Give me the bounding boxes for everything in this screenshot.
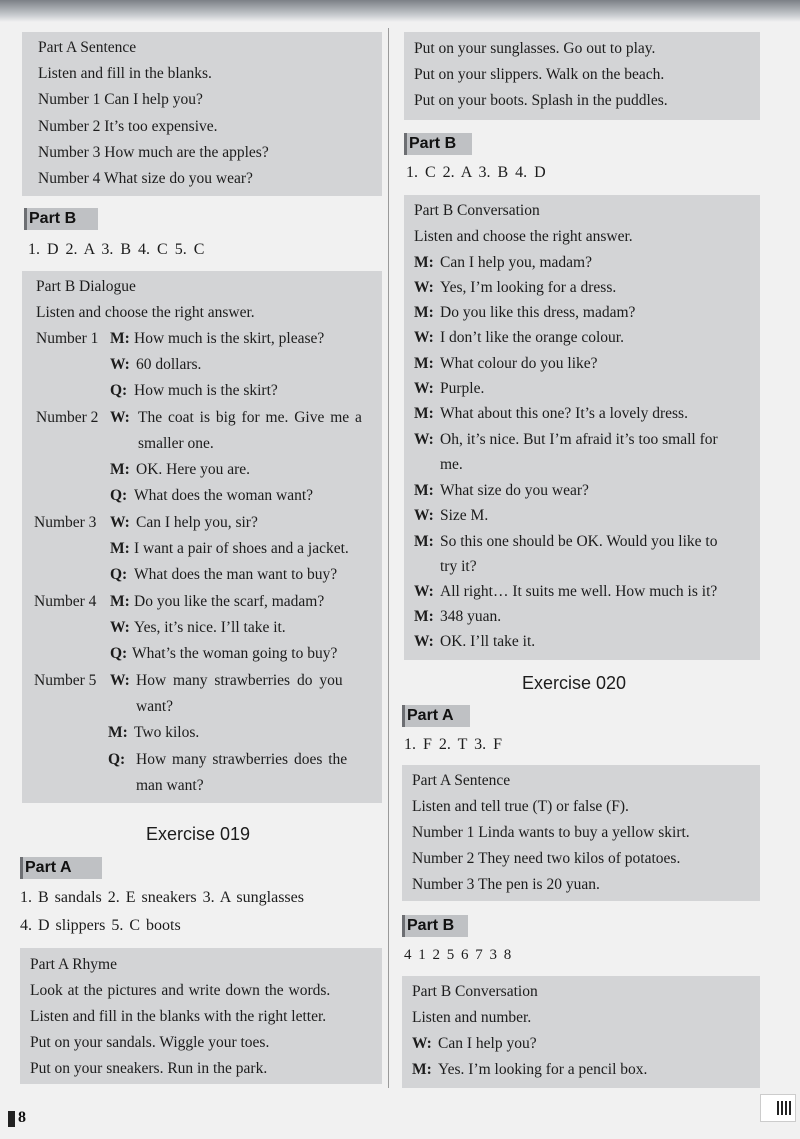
conversation-line: What colour do you like? — [440, 355, 598, 372]
part-a-rhyme-box — [20, 948, 382, 1084]
dialogue-line: Two kilos. — [134, 724, 200, 741]
exercise-020-part-b-label: Part B — [402, 915, 468, 937]
rhyme-continued-box — [404, 32, 760, 120]
conversation-line: 348 yuan. — [440, 608, 502, 625]
part-b-label: Part B — [24, 208, 98, 230]
speaker-label: W: — [110, 672, 130, 689]
dialogue-line: What does the man want to buy? — [134, 566, 338, 583]
speaker-label: M: — [414, 482, 434, 499]
dialogue-line: What’s the woman going to buy? — [132, 645, 338, 662]
conversation-line: Oh, it’s nice. But I’m afraid it’s too small for — [440, 431, 718, 448]
dialogue-line: smaller one. — [138, 435, 214, 452]
speaker-label: W: — [110, 409, 130, 426]
conversation-line: So this one should be OK. Would you like to — [440, 533, 718, 550]
speaker-label: Q: — [110, 382, 128, 399]
conversation-title: Part B Conversation — [412, 983, 538, 1000]
box-line: Number 4 What size do you wear? — [38, 170, 253, 187]
conversation-line: Yes. I’m looking for a pencil box. — [438, 1061, 648, 1078]
conversation-line: Size M. — [440, 507, 489, 524]
sentence-line: Listen and tell true (T) or false (F). — [412, 798, 629, 815]
dialogue-line: What does the woman want? — [134, 487, 314, 504]
dialogue-line: I want a pair of shoes and a jacket. — [134, 540, 349, 557]
speaker-label: W: — [414, 329, 434, 346]
conversation-line: me. — [440, 456, 463, 473]
speaker-label: M: — [110, 330, 130, 347]
dialogue-title: Part B Dialogue — [36, 278, 136, 295]
sentence-title: Part A Sentence — [412, 772, 511, 789]
speaker-label: W: — [414, 633, 434, 650]
speaker-label: W: — [414, 380, 434, 397]
part-b-answers: 1. C 2. A 3. B 4. D — [406, 164, 546, 181]
dialogue-line: The coat is big for me. Give me a — [138, 409, 362, 426]
conversation-line: OK. I’ll take it. — [440, 633, 536, 650]
rhyme-line: Look at the pictures and write down the words. — [30, 982, 331, 999]
box-line: Number 1 Can I help you? — [38, 91, 203, 108]
part-b-conversation-box-020 — [402, 976, 760, 1088]
speaker-label: Q: — [110, 645, 128, 662]
speaker-label: M: — [414, 355, 434, 372]
speaker-label: W: — [414, 431, 434, 448]
speaker-label: M: — [110, 461, 130, 478]
conversation-title: Part B Conversation — [414, 202, 540, 219]
sentence-line: Number 3 The pen is 20 yuan. — [412, 876, 600, 893]
conversation-instruction: Listen and choose the right answer. — [414, 228, 633, 245]
box-line: Number 2 It’s too expensive. — [38, 118, 218, 135]
part-a-sentence-box — [22, 32, 382, 196]
speaker-label: W: — [110, 356, 130, 373]
part-b-conversation-box — [404, 195, 760, 660]
speaker-label: M: — [108, 724, 128, 741]
conversation-instruction: Listen and number. — [412, 1009, 532, 1026]
conversation-line: What size do you wear? — [440, 482, 589, 499]
exercise-020-part-a-answers: 1. F 2. T 3. F — [404, 736, 502, 753]
number-label: Number 3 — [34, 514, 97, 531]
exercise-020-title: Exercise 020 — [522, 673, 627, 693]
column-divider — [388, 28, 389, 1088]
speaker-label: M: — [414, 405, 434, 422]
conversation-line: Do you like this dress, madam? — [440, 304, 636, 321]
dialogue-line: How many strawberries does the — [136, 751, 348, 768]
number-label: Number 4 — [34, 593, 97, 610]
speaker-label: M: — [412, 1061, 432, 1078]
number-label: Number 2 — [36, 409, 99, 426]
speaker-label: Q: — [110, 487, 128, 504]
rhyme-line: Put on your boots. Splash in the puddles. — [414, 92, 668, 109]
dialogue-line: Can I help you, sir? — [136, 514, 258, 531]
part-b-dialogue-box — [22, 271, 382, 803]
dialogue-line: Do you like the scarf, madam? — [134, 593, 325, 610]
speaker-label: W: — [414, 279, 434, 296]
speaker-label: M: — [414, 608, 434, 625]
exercise-019-title: Exercise 019 — [146, 824, 251, 844]
top-edge-band — [0, 0, 800, 22]
rhyme-line: Put on your sandals. Wiggle your toes. — [30, 1034, 270, 1051]
speaker-label: W: — [412, 1035, 432, 1052]
rhyme-title: Part A Rhyme — [30, 956, 117, 973]
conversation-line: try it? — [440, 558, 477, 575]
rhyme-line: Put on your slippers. Walk on the beach. — [414, 66, 665, 83]
box-line: Listen and fill in the blanks. — [38, 65, 212, 82]
conversation-line: What about this one? It’s a lovely dress. — [440, 405, 688, 422]
dialogue-line: 60 dollars. — [136, 356, 202, 373]
number-label: Number 1 — [36, 330, 99, 347]
exercise-019-answers-line-2: 4. D slippers 5. C boots — [20, 917, 181, 934]
exercise-020-part-b-answers: 4 1 2 5 6 7 3 8 — [404, 947, 512, 963]
page-number — [8, 1108, 36, 1130]
speaker-label: W: — [414, 507, 434, 524]
speaker-label: Q: — [110, 566, 128, 583]
conversation-line: All right… It suits me well. How much is it? — [440, 583, 718, 600]
dialogue-line: Yes, it’s nice. I’ll take it. — [134, 619, 286, 636]
conversation-line: Yes, I’m looking for a dress. — [440, 279, 617, 296]
page-number-text: 8 — [18, 1109, 26, 1126]
speaker-label: W: — [110, 619, 130, 636]
exercise-020-part-a-label: Part A — [402, 705, 470, 727]
dialogue-line: man want? — [136, 777, 204, 794]
speaker-label: M: — [414, 254, 434, 271]
number-label: Number 5 — [34, 672, 97, 689]
speaker-label: Q: — [108, 751, 126, 768]
conversation-line: Purple. — [440, 380, 485, 397]
speaker-label: M: — [110, 593, 130, 610]
dialogue-line: How much is the skirt, please? — [134, 330, 325, 347]
box-line: Number 3 How much are the apples? — [38, 144, 269, 161]
dialogue-instruction: Listen and choose the right answer. — [36, 304, 255, 321]
conversation-line: I don’t like the orange colour. — [440, 329, 624, 346]
page-marker-icon — [8, 1111, 15, 1127]
qr-code-icon — [760, 1094, 796, 1122]
speaker-label: M: — [110, 540, 130, 557]
part-b-answers: 1. D 2. A 3. B 4. C 5. C — [28, 241, 205, 258]
rhyme-line: Put on your sunglasses. Go out to play. — [414, 40, 656, 57]
dialogue-line: want? — [136, 698, 174, 715]
speaker-label: W: — [110, 514, 130, 531]
speaker-label: M: — [414, 533, 434, 550]
conversation-line: Can I help you? — [438, 1035, 537, 1052]
rhyme-line: Listen and fill in the blanks with the right letter. — [30, 1008, 327, 1025]
sentence-line: Number 2 They need two kilos of potatoes. — [412, 850, 681, 867]
exercise-019-answers-line-1: 1. B sandals 2. E sneakers 3. A sunglasses — [20, 889, 304, 906]
dialogue-line: How much is the skirt? — [134, 382, 278, 399]
exercise-019-part-a-label: Part A — [20, 857, 102, 879]
rhyme-line: Put on your sneakers. Run in the park. — [30, 1060, 268, 1077]
conversation-line: Can I help you, madam? — [440, 254, 592, 271]
dialogue-line: How many strawberries do you — [136, 672, 343, 689]
speaker-label: W: — [414, 583, 434, 600]
part-b-label: Part B — [404, 133, 472, 155]
part-a-sentence-box-020 — [402, 765, 760, 901]
speaker-label: M: — [414, 304, 434, 321]
box-line: Part A Sentence — [38, 39, 137, 56]
dialogue-line: OK. Here you are. — [136, 461, 251, 478]
sentence-line: Number 1 Linda wants to buy a yellow skirt. — [412, 824, 690, 841]
